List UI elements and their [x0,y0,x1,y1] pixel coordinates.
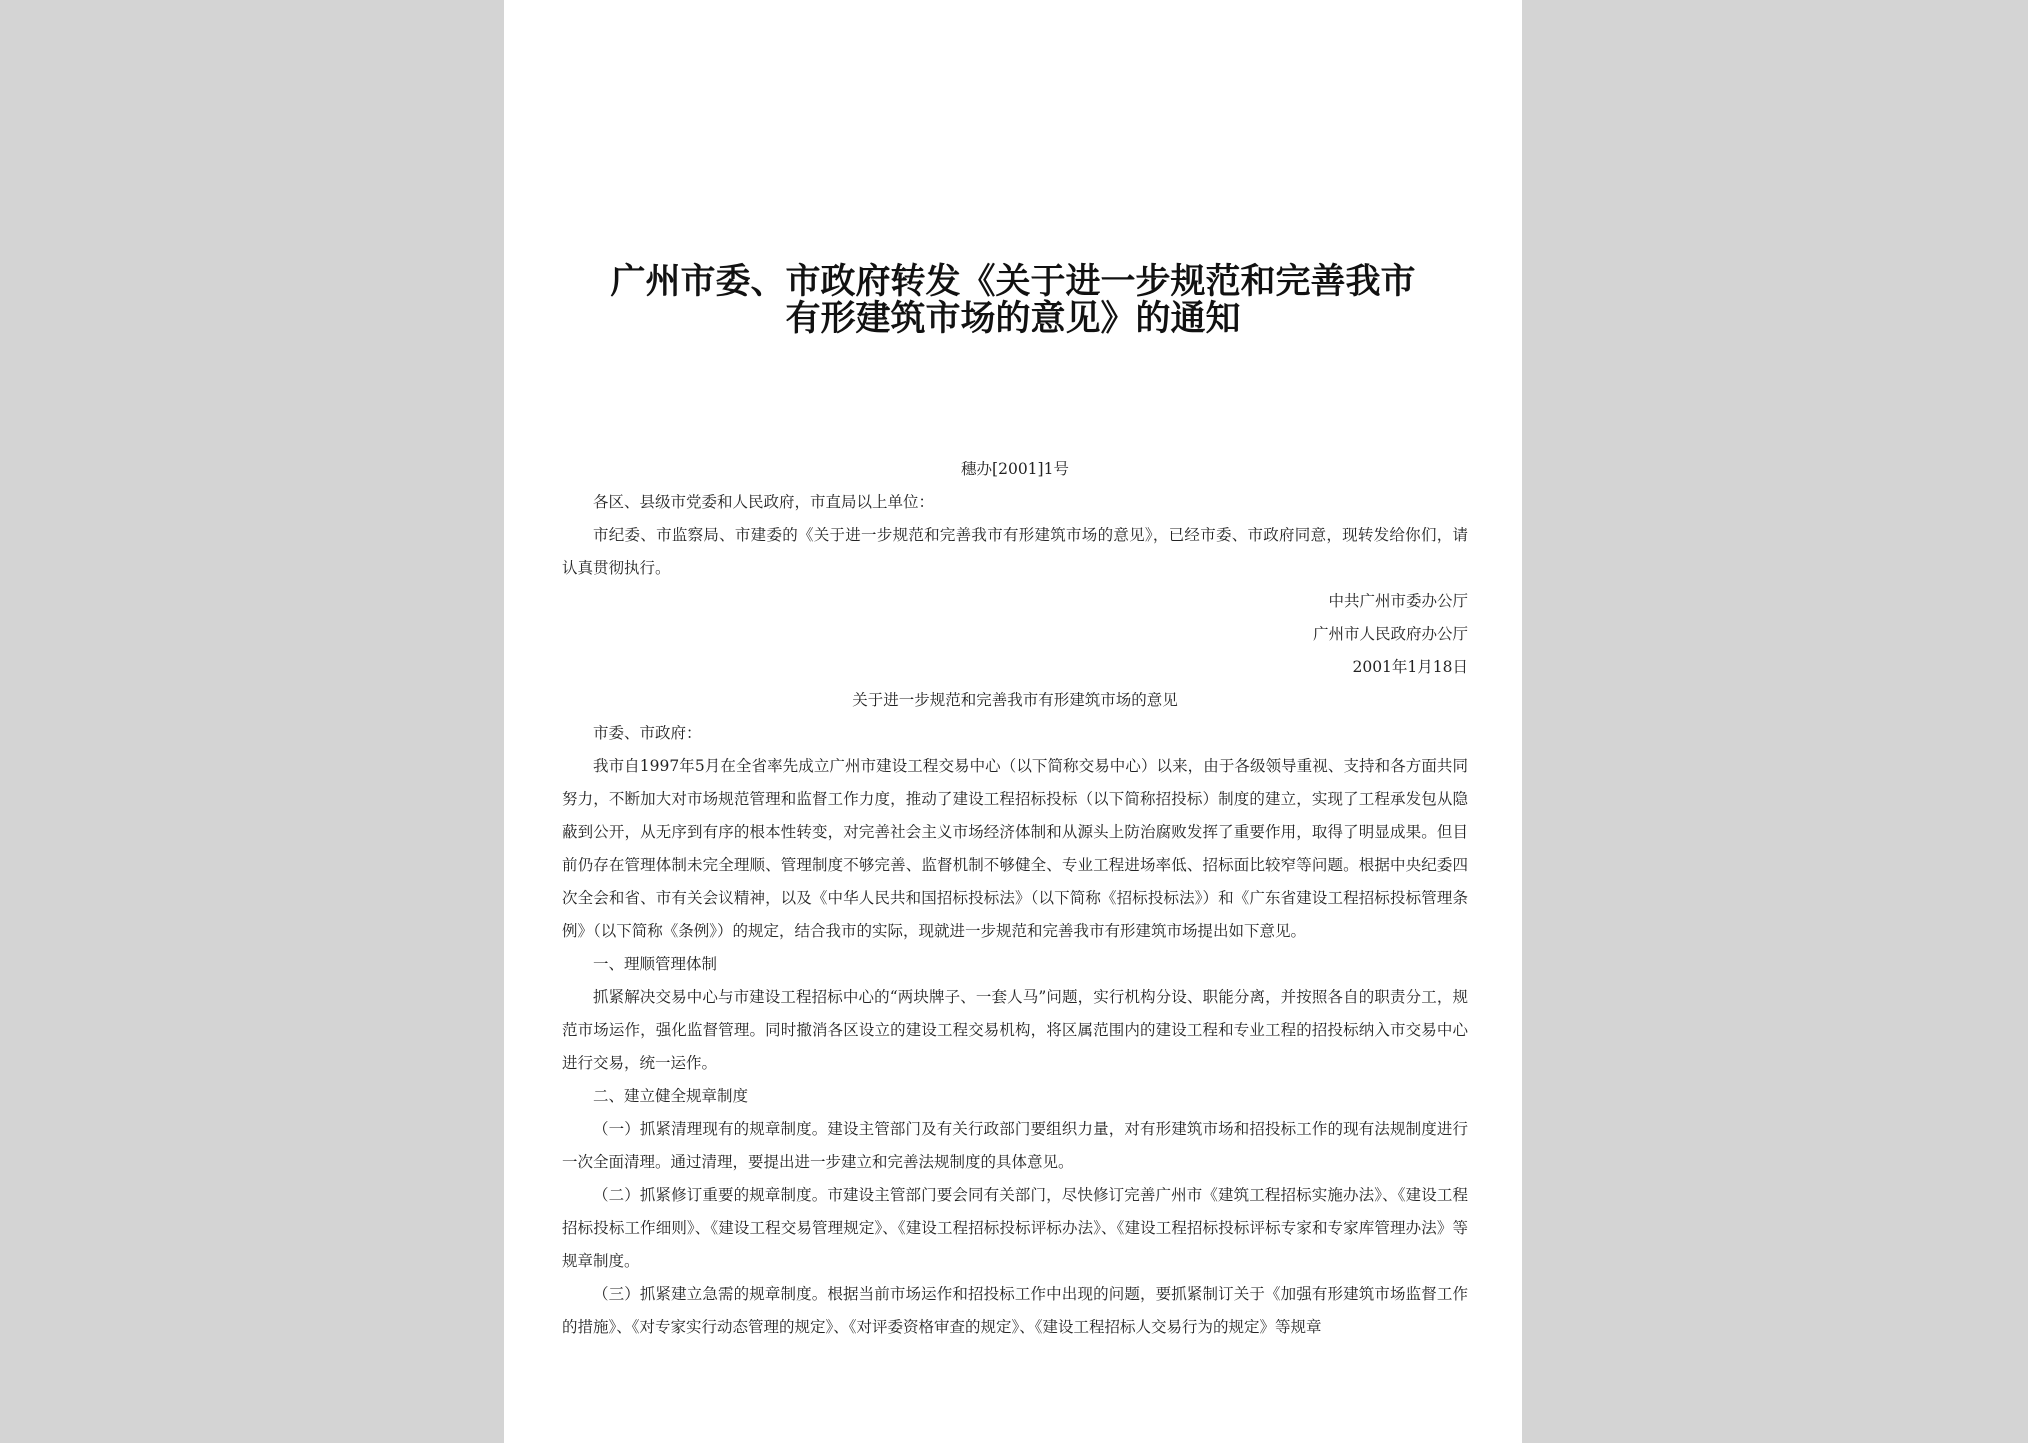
paragraph-5: （三）抓紧建立急需的规章制度。根据当前市场运作和招投标工作中出现的问题，要抓紧制订关于《加强有形建筑市场监督工作的措施》、《对专家实行动态管理的规定》、《对评委资格审查的规定》、《建设工程招标人交易行为的规定》等规章 [562,1285,1468,1336]
section-heading-2: 二、建立健全规章制度 [593,1087,749,1105]
document-title [564,263,1462,337]
signatory-1: 中共广州市委办公厅 [1328,592,1468,610]
sub-title: 关于进一步规范和完善我市有形建筑市场的意见 [852,691,1178,709]
signatory-2: 广州市人民政府办公厅 [1312,625,1468,643]
title-line-2: 有形建筑市场的意见》的通知 [785,298,1241,339]
document-body [562,453,1468,1344]
title-line-1: 广州市委、市政府转发《关于进一步规范和完善我市 [610,261,1416,302]
paragraph-3: （一）抓紧清理现有的规章制度。建设主管部门及有关行政部门要组织力量，对有形建筑市场和招投标工作的现有法规制度进行一次全面清理。通过清理，要提出进一步建立和完善法规制度的具体意见。 [562,1120,1468,1171]
paragraph-2: 抓紧解决交易中心与市建设工程招标中心的“两块牌子、一套人马”问题，实行机构分设、职能分离，并按照各自的职责分工，规范市场运作，强化监督管理。同时撤消各区设立的建设工程交易机构，将区属范围内的建设工程和专业工程的招投标纳入市交易中心进行交易，统一运作。 [562,988,1468,1072]
document-date: 2001年1月18日 [1352,658,1468,676]
doc-number: 穗办[2001]1号 [961,460,1069,478]
section-heading-1: 一、理顺管理体制 [593,955,718,973]
sub-addressee: 市委、市政府： [593,724,702,742]
document-page [504,0,1522,1443]
intro-paragraph: 市纪委、市监察局、市建委的《关于进一步规范和完善我市有形建筑市场的意见》，已经市委、市政府同意，现转发给你们，请认真贯彻执行。 [562,526,1468,577]
addressee: 各区、县级市党委和人民政府，市直局以上单位： [593,493,935,511]
paragraph-4: （二）抓紧修订重要的规章制度。市建设主管部门要会同有关部门，尽快修订完善广州市《建筑工程招标实施办法》、《建设工程招标投标工作细则》、《建设工程交易管理规定》、《建设工程招标投标评标办法》、《建设工程招标投标评标专家和专家库管理办法》等规章制度。 [562,1186,1468,1270]
paragraph-1: 我市自1997年5月在全省率先成立广州市建设工程交易中心（以下简称交易中心）以来，由于各级领导重视、支持和各方面共同努力，不断加大对市场规范管理和监督工作力度，推动了建设工程招标投标（以下简称招投标）制度的建立，实现了工程承发包从隐蔽到公开，从无序到有序的根本性转变，对完善社会主义市场经济体制和从源头上防治腐败发挥了重要作用，取得了明显成果。但目前仍存在管理体制未完全理顺、管理制度不够完善、监督机制不够健全、专业工程进场率低、招标面比较窄等问题。根据中央纪委四次全会和省、市有关会议精神，以及《中华人民共和国招标投标法》（以下简称《招标投标法》）和《广东省建设工程招标投标管理条例》（以下简称《条例》）的规定，结合我市的实际，现就进一步规范和完善我市有形建筑市场提出如下意见。 [562,757,1468,940]
